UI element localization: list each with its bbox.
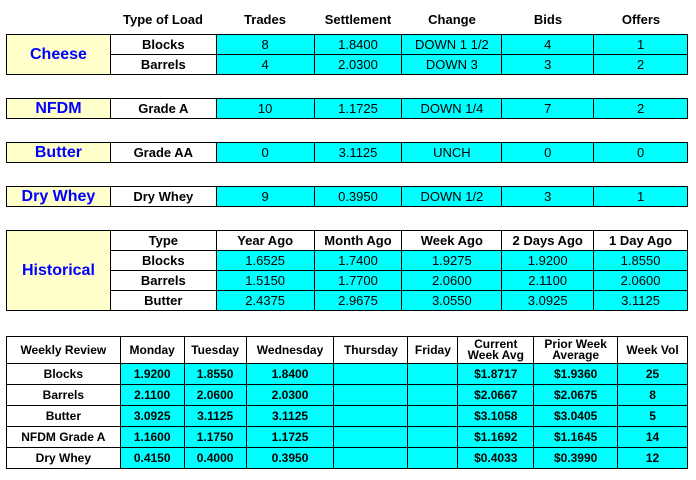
friday-cell [408, 427, 458, 448]
row-label: Barrels [7, 385, 121, 406]
value-cell: 2.9675 [314, 291, 402, 311]
table-row [7, 385, 688, 406]
column-header: 2 Days Ago [502, 231, 594, 251]
trades-cell: 4 [216, 55, 314, 75]
monday-cell: 3.0925 [120, 406, 184, 427]
header-offers: Offers [621, 12, 661, 27]
wednesday-cell: 1.1725 [246, 427, 334, 448]
header-text: Current [474, 337, 518, 351]
column-header: Type [110, 231, 216, 251]
offers-cell: 2 [594, 99, 688, 119]
trades-cell: 0 [216, 143, 314, 163]
change-cell: DOWN 1 1/2 [402, 35, 502, 55]
week-vol-cell: 5 [618, 406, 688, 427]
value-cell: 3.0925 [502, 291, 594, 311]
cheese-table [6, 34, 688, 75]
row-label: Blocks [7, 364, 121, 385]
header-trades: Trades [244, 12, 286, 27]
value-cell: 1.7400 [314, 251, 402, 271]
current-week-avg-cell: $1.8717 [458, 364, 534, 385]
monday-cell: 1.1600 [120, 427, 184, 448]
thursday-cell [334, 364, 408, 385]
settlement-cell: 1.1725 [314, 99, 402, 119]
value-cell: 1.7700 [314, 271, 402, 291]
bids-cell: 3 [502, 55, 594, 75]
offers-cell: 0 [594, 143, 688, 163]
load-type: Barrels [110, 55, 216, 75]
thursday-cell [334, 406, 408, 427]
table-row [7, 187, 688, 207]
column-header: 1 Day Ago [594, 231, 688, 251]
offers-cell: 1 [594, 187, 688, 207]
prior-week-average-cell: $1.1645 [534, 427, 618, 448]
dry-whey-table [6, 186, 688, 207]
row-label: Blocks [110, 251, 216, 271]
header-bids: Bids [533, 12, 563, 27]
column-header [458, 337, 534, 364]
current-week-avg-cell: $3.1058 [458, 406, 534, 427]
header-text: Tuesday [191, 342, 239, 357]
wednesday-cell: 2.0300 [246, 385, 334, 406]
section-label-nfdm: NFDM [7, 99, 111, 119]
tuesday-cell: 1.8550 [184, 364, 246, 385]
trades-cell: 10 [216, 99, 314, 119]
column-header [408, 337, 458, 364]
bids-cell: 4 [502, 35, 594, 55]
wednesday-cell: 3.1125 [246, 406, 334, 427]
settlement-cell: 3.1125 [314, 143, 402, 163]
column-header [246, 337, 334, 364]
historical-header-row [7, 231, 688, 251]
header-text: Thursday [343, 342, 398, 357]
header-text: Week Vol [626, 342, 679, 357]
header-text: Average [552, 348, 600, 362]
table-row [7, 35, 688, 55]
week-vol-cell: 14 [618, 427, 688, 448]
header-type-of-load: Type of Load [123, 12, 203, 27]
row-label: Butter [110, 291, 216, 311]
header-text: Friday [414, 342, 451, 357]
header-text: Prior Week [544, 337, 607, 351]
table-row [7, 143, 688, 163]
column-header: Year Ago [216, 231, 314, 251]
value-cell: 1.6525 [216, 251, 314, 271]
value-cell: 1.9275 [402, 251, 502, 271]
header-text: Monday [129, 342, 175, 357]
column-header [534, 337, 618, 364]
bids-cell: 7 [502, 99, 594, 119]
trades-cell: 9 [216, 187, 314, 207]
value-cell: 1.8550 [594, 251, 688, 271]
thursday-cell [334, 448, 408, 469]
change-cell: UNCH [402, 143, 502, 163]
row-label: Barrels [110, 271, 216, 291]
change-cell: DOWN 3 [402, 55, 502, 75]
column-header [334, 337, 408, 364]
column-header [184, 337, 246, 364]
tuesday-cell: 3.1125 [184, 406, 246, 427]
offers-cell: 2 [594, 55, 688, 75]
offers-cell: 1 [594, 35, 688, 55]
value-cell: 2.4375 [216, 291, 314, 311]
bids-cell: 3 [502, 187, 594, 207]
header-change: Change [428, 12, 476, 27]
table-row [7, 99, 688, 119]
table-row [7, 364, 688, 385]
load-type: Dry Whey [110, 187, 216, 207]
value-cell: 1.5150 [216, 271, 314, 291]
load-type: Blocks [110, 35, 216, 55]
load-type: Grade A [110, 99, 216, 119]
thursday-cell [334, 427, 408, 448]
prior-week-average-cell: $0.3990 [534, 448, 618, 469]
value-cell: 2.0600 [402, 271, 502, 291]
prior-week-average-cell: $1.9360 [534, 364, 618, 385]
prior-week-average-cell: $2.0675 [534, 385, 618, 406]
wednesday-cell: 1.8400 [246, 364, 334, 385]
weekly-review-table [6, 336, 688, 469]
friday-cell [408, 448, 458, 469]
trades-cell: 8 [216, 35, 314, 55]
monday-cell: 2.1100 [120, 385, 184, 406]
section-label-butter: Butter [7, 143, 111, 163]
value-cell: 2.0600 [594, 271, 688, 291]
column-header: Week Ago [402, 231, 502, 251]
settlement-cell: 0.3950 [314, 187, 402, 207]
thursday-cell [334, 385, 408, 406]
table-row [7, 427, 688, 448]
tuesday-cell: 0.4000 [184, 448, 246, 469]
column-header [7, 337, 121, 364]
value-cell: 1.9200 [502, 251, 594, 271]
tuesday-cell: 2.0600 [184, 385, 246, 406]
bids-cell: 0 [502, 143, 594, 163]
week-vol-cell: 12 [618, 448, 688, 469]
section-label-cheese: Cheese [7, 35, 111, 75]
butter-table [6, 142, 688, 163]
section-label-dry-whey: Dry Whey [7, 187, 111, 207]
row-label: NFDM Grade A [7, 427, 121, 448]
value-cell: 3.1125 [594, 291, 688, 311]
column-header [618, 337, 688, 364]
load-type: Grade AA [110, 143, 216, 163]
friday-cell [408, 364, 458, 385]
wednesday-cell: 0.3950 [246, 448, 334, 469]
current-week-avg-cell: $1.1692 [458, 427, 534, 448]
header-text: Week Avg [467, 348, 524, 362]
change-cell: DOWN 1/4 [402, 99, 502, 119]
column-header: Month Ago [314, 231, 402, 251]
change-cell: DOWN 1/2 [402, 187, 502, 207]
prior-week-average-cell: $3.0405 [534, 406, 618, 427]
friday-cell [408, 385, 458, 406]
table-row [7, 448, 688, 469]
current-week-avg-cell: $2.0667 [458, 385, 534, 406]
week-vol-cell: 8 [618, 385, 688, 406]
settlement-cell: 1.8400 [314, 35, 402, 55]
value-cell: 2.1100 [502, 271, 594, 291]
column-header [120, 337, 184, 364]
tuesday-cell: 1.1750 [184, 427, 246, 448]
current-week-avg-cell: $0.4033 [458, 448, 534, 469]
table-row [7, 406, 688, 427]
nfdm-table [6, 98, 688, 119]
row-label: Dry Whey [7, 448, 121, 469]
week-vol-cell: 25 [618, 364, 688, 385]
section-label-historical: Historical [7, 231, 111, 311]
monday-cell: 1.9200 [120, 364, 184, 385]
monday-cell: 0.4150 [120, 448, 184, 469]
header-settlement: Settlement [324, 12, 392, 27]
header-text: Wednesday [256, 342, 324, 357]
row-label: Butter [7, 406, 121, 427]
value-cell: 3.0550 [402, 291, 502, 311]
weekly-header-row [7, 337, 688, 364]
settlement-cell: 2.0300 [314, 55, 402, 75]
header-text: Weekly Review [20, 342, 107, 357]
friday-cell [408, 406, 458, 427]
historical-table [6, 230, 688, 311]
